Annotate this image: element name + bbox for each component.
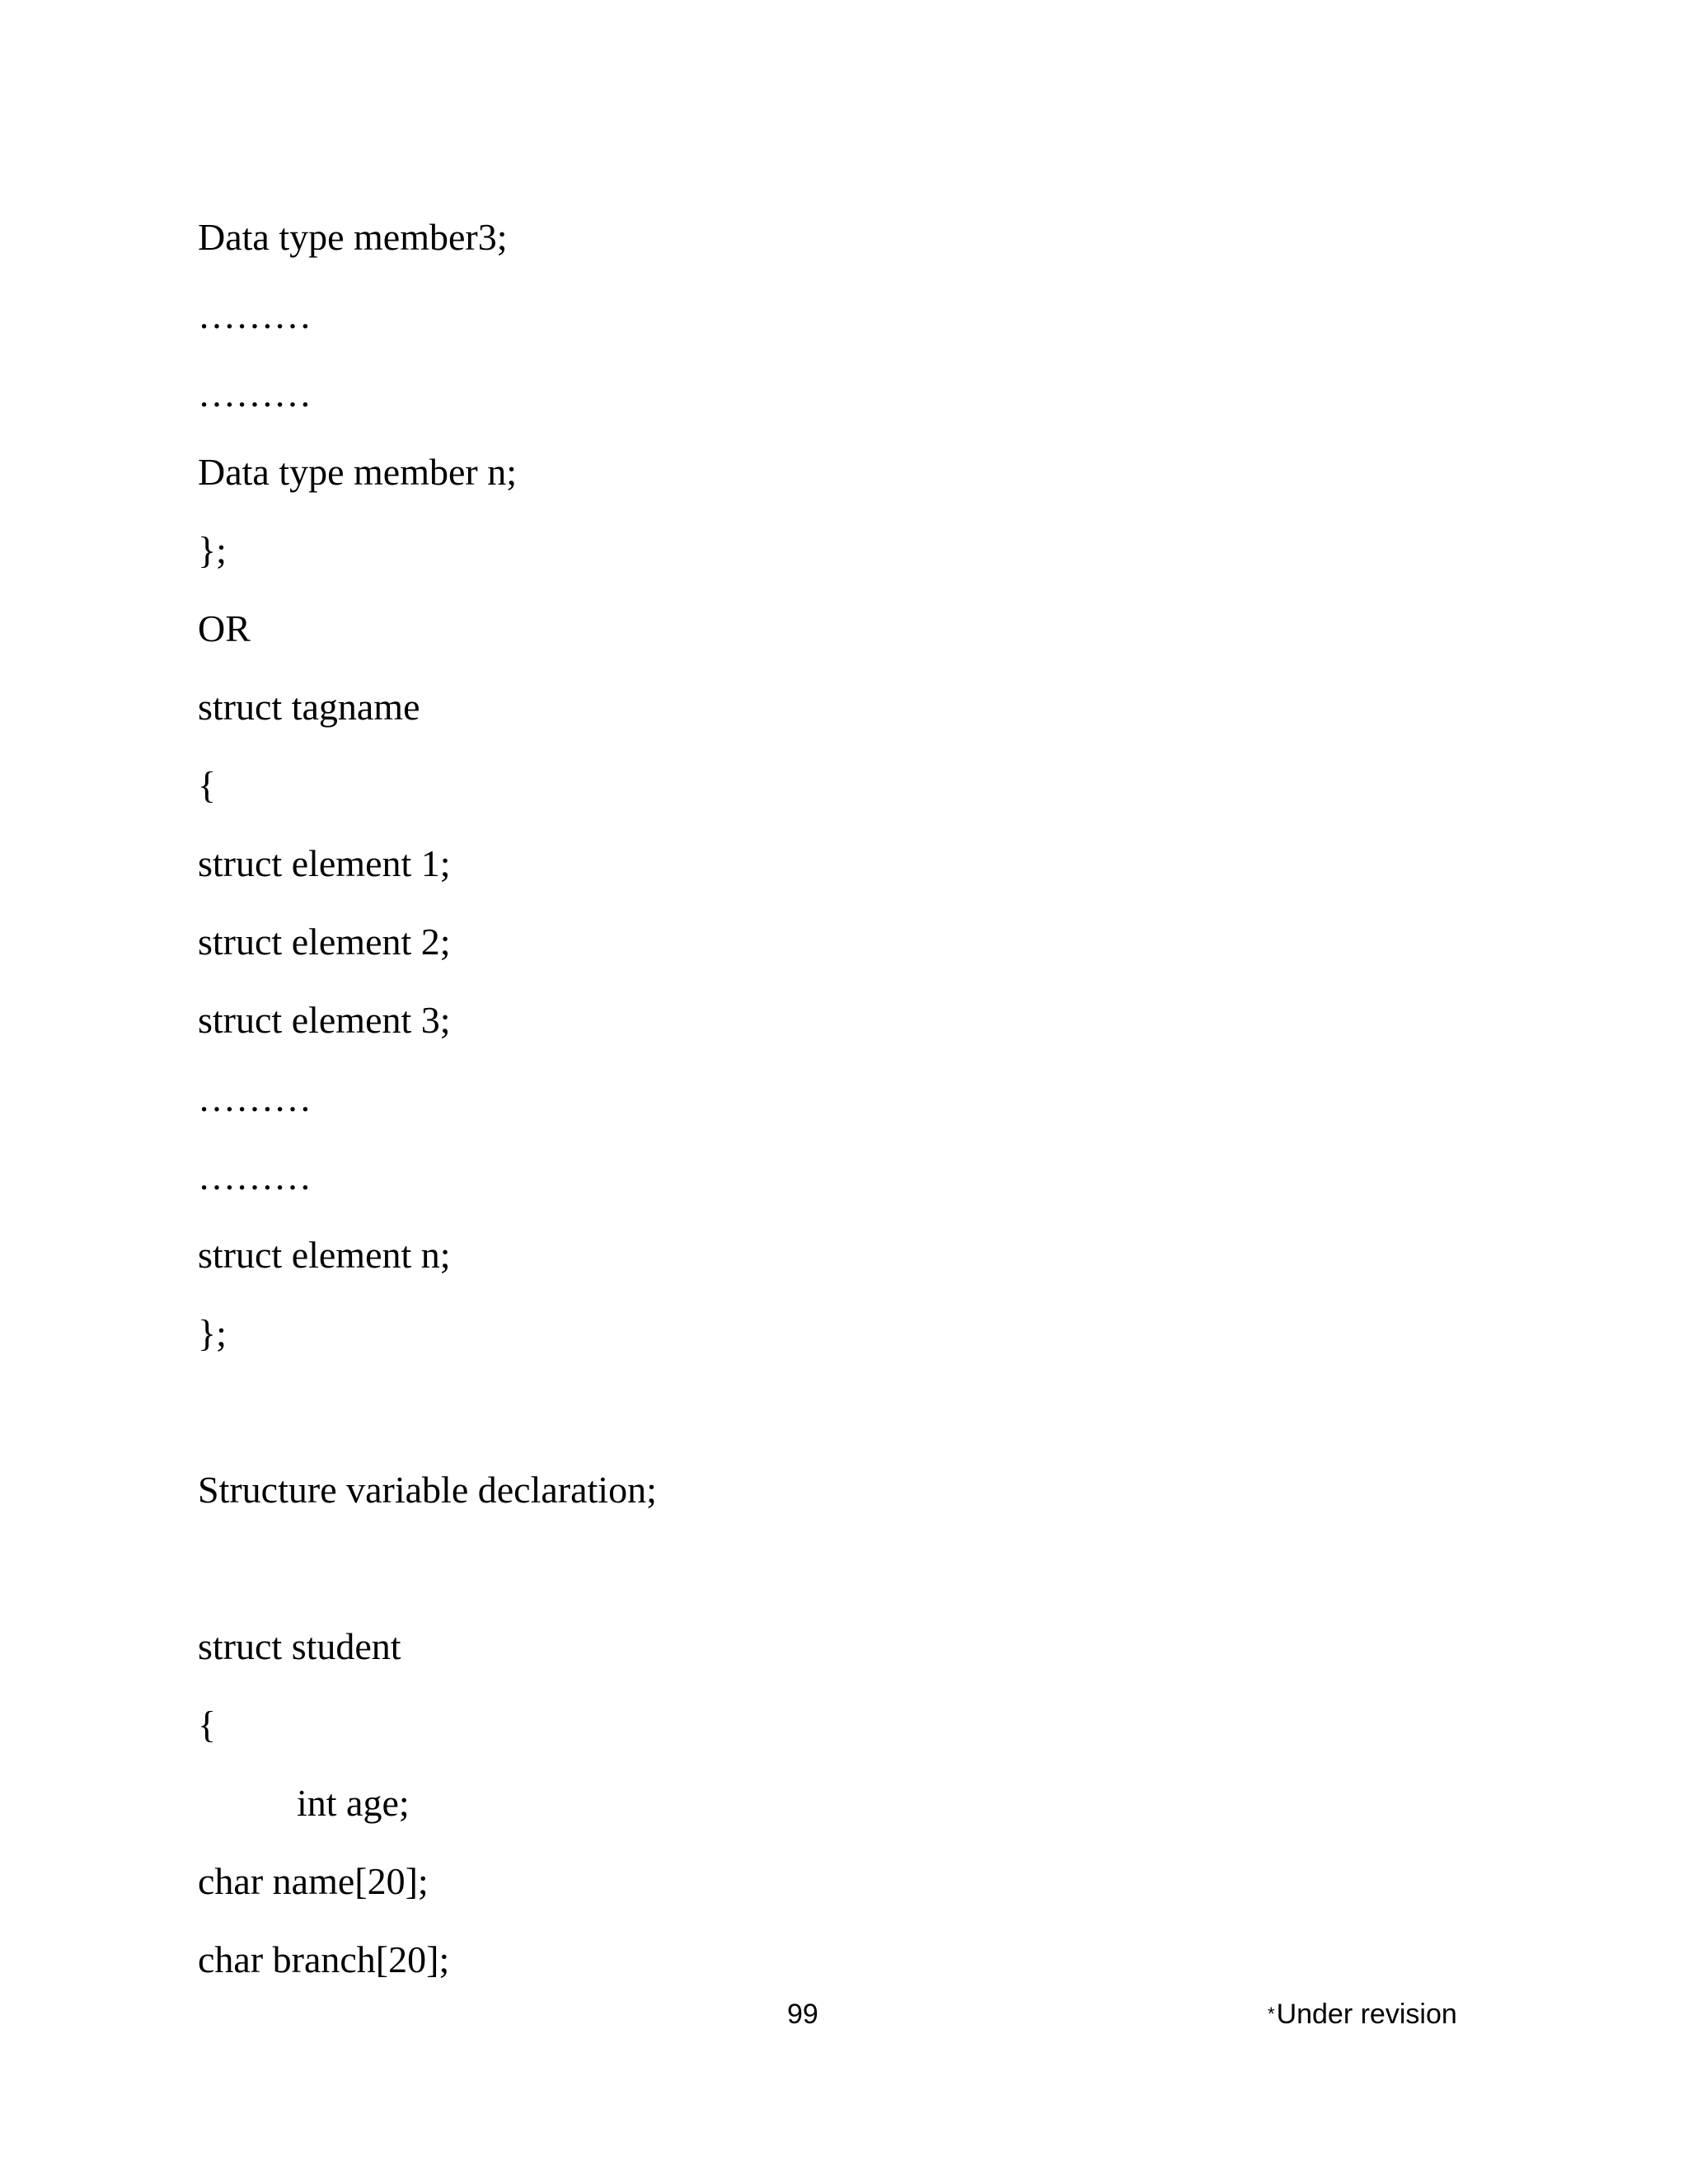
text-line: struct element n;	[198, 1234, 451, 1276]
text-line: ………	[198, 294, 312, 336]
blank-line	[198, 1529, 1484, 1607]
text-line: int age;	[297, 1782, 410, 1824]
text-line: char name[20];	[198, 1860, 429, 1902]
revision-star: *	[1268, 2004, 1275, 2024]
text-line: {	[198, 764, 217, 806]
text-line: ………	[198, 1155, 312, 1197]
text-line: struct student	[198, 1625, 401, 1667]
text-line: Data type member n;	[198, 451, 518, 493]
text-line: char branch[20];	[198, 1938, 450, 1980]
text-line: };	[198, 1312, 227, 1354]
text-line: OR	[198, 607, 251, 649]
revision-note	[1268, 1998, 1457, 2031]
text-line: ………	[198, 1077, 312, 1119]
text-line: {	[198, 1704, 217, 1746]
text-line: struct element 2;	[198, 921, 451, 963]
blank-line	[198, 1372, 1484, 1451]
text-line: };	[198, 529, 227, 571]
code-listing	[198, 198, 1484, 1999]
page-number: 99	[787, 1999, 818, 2030]
revision-text: Under revision	[1276, 1999, 1457, 2030]
text-line: struct tagname	[198, 686, 420, 728]
text-line: ………	[198, 373, 312, 415]
text-line: Data type member3;	[198, 216, 508, 258]
text-line: Structure variable declaration;	[198, 1469, 657, 1511]
text-line: struct element 1;	[198, 842, 451, 884]
text-line: struct element 3;	[198, 999, 451, 1041]
